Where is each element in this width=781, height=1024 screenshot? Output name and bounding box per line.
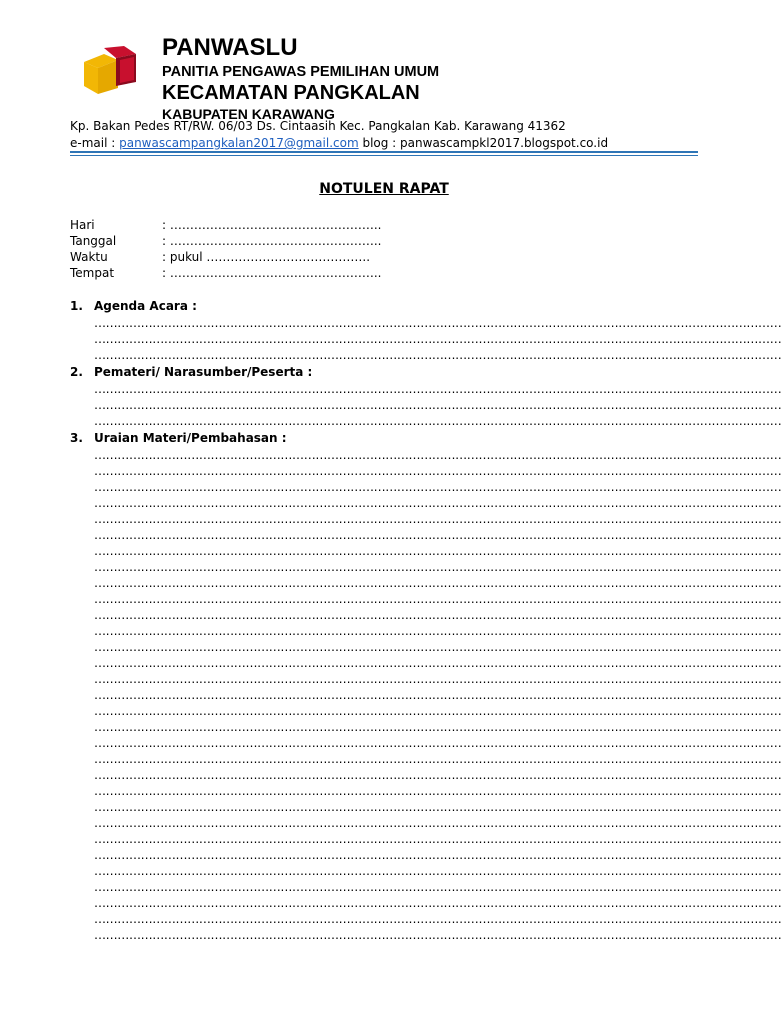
dotted-line: ……………………………………………………………………………………………………………………………………………………………	[94, 624, 781, 638]
section-number: 1.	[70, 299, 83, 313]
field-tempat	[70, 265, 382, 281]
email-label: e-mail :	[70, 136, 120, 150]
dotted-line: ……………………………………………………………………………………………………………………………………………………………	[94, 382, 781, 396]
regency-name: KABUPATEN KARAWANG	[162, 105, 335, 122]
blog-label: blog :	[358, 136, 401, 150]
dotted-line: ……………………………………………………………………………………………………………………………………………………………	[94, 800, 781, 814]
organization-header	[162, 36, 439, 121]
section-number: 2.	[70, 365, 83, 379]
section-heading	[70, 363, 674, 381]
address-line: Kp. Bakan Pedes RT/RW. 06/03 Ds. Cintaasih Kec. Pangkalan Kab. Karawang 41362	[70, 119, 566, 133]
dotted-line: ……………………………………………………………………………………………………………………………………………………………	[94, 880, 781, 894]
field-value: : ……………………………………………..	[162, 234, 382, 248]
field-label: Tempat	[70, 266, 115, 280]
dotted-line: ……………………………………………………………………………………………………………………………………………………………	[94, 784, 781, 798]
dotted-line: ……………………………………………………………………………………………………………………………………………………………	[94, 640, 781, 654]
dotted-line: ……………………………………………………………………………………………………………………………………………………………	[94, 768, 781, 782]
section-heading	[70, 429, 674, 447]
section-heading	[70, 297, 674, 315]
dotted-line: ……………………………………………………………………………………………………………………………………………………………	[94, 528, 781, 542]
dotted-line: ……………………………………………………………………………………………………………………………………………………………	[94, 348, 781, 362]
header-divider-thick	[70, 151, 698, 153]
dotted-line: ……………………………………………………………………………………………………………………………………………………………	[94, 480, 781, 494]
dotted-line: ……………………………………………………………………………………………………………………………………………………………	[94, 832, 781, 846]
dotted-line: ……………………………………………………………………………………………………………………………………………………………	[94, 896, 781, 910]
section-pemateri	[70, 363, 781, 429]
dotted-line: ……………………………………………………………………………………………………………………………………………………………	[94, 912, 781, 926]
dotted-line: ……………………………………………………………………………………………………………………………………………………………	[94, 398, 781, 412]
section-title: Pemateri/ Narasumber/Peserta :	[94, 365, 313, 379]
org-name: PANWASLU	[162, 34, 298, 61]
meeting-details	[70, 217, 382, 281]
minutes-sections	[70, 297, 781, 943]
dotted-line: ……………………………………………………………………………………………………………………………………………………………	[94, 928, 781, 942]
panwaslu-logo-icon	[80, 46, 138, 102]
field-label: Waktu	[70, 250, 108, 264]
dotted-line: ……………………………………………………………………………………………………………………………………………………………	[94, 560, 781, 574]
dotted-line: ……………………………………………………………………………………………………………………………………………………………	[94, 848, 781, 862]
header-divider-thin	[70, 155, 698, 156]
dotted-line: ……………………………………………………………………………………………………………………………………………………………	[94, 512, 781, 526]
field-label: Hari	[70, 218, 95, 232]
dotted-line: ……………………………………………………………………………………………………………………………………………………………	[94, 608, 781, 622]
contact-block	[70, 118, 608, 152]
dotted-line: ……………………………………………………………………………………………………………………………………………………………	[94, 736, 781, 750]
field-tanggal	[70, 233, 382, 249]
section-agenda	[70, 297, 781, 363]
email-link[interactable]: panwascampangkalan2017@gmail.com	[119, 136, 359, 150]
dotted-line: ……………………………………………………………………………………………………………………………………………………………	[94, 332, 781, 346]
field-hari	[70, 217, 382, 233]
dotted-line: ……………………………………………………………………………………………………………………………………………………………	[94, 672, 781, 686]
dotted-line: ……………………………………………………………………………………………………………………………………………………………	[94, 592, 781, 606]
document-title: NOTULEN RAPAT	[319, 181, 449, 197]
dotted-line: ……………………………………………………………………………………………………………………………………………………………	[94, 448, 781, 462]
dotted-line: ……………………………………………………………………………………………………………………………………………………………	[94, 704, 781, 718]
dotted-line: ……………………………………………………………………………………………………………………………………………………………	[94, 576, 781, 590]
org-full-name: PANITIA PENGAWAS PEMILIHAN UMUM	[162, 64, 440, 80]
section-title: Agenda Acara :	[94, 299, 197, 313]
dotted-line: ……………………………………………………………………………………………………………………………………………………………	[94, 688, 781, 702]
field-value: : ……………………………………………..	[162, 266, 382, 280]
section-title: Uraian Materi/Pembahasan :	[94, 431, 287, 445]
dotted-line: ……………………………………………………………………………………………………………………………………………………………	[94, 414, 781, 428]
section-uraian	[70, 429, 781, 943]
dotted-line: ……………………………………………………………………………………………………………………………………………………………	[94, 496, 781, 510]
field-value: : pukul …………………………………..	[162, 250, 371, 264]
field-label: Tanggal	[70, 234, 117, 248]
section-number: 3.	[70, 431, 83, 445]
dotted-line: ……………………………………………………………………………………………………………………………………………………………	[94, 464, 781, 478]
dotted-line: ……………………………………………………………………………………………………………………………………………………………	[94, 816, 781, 830]
dotted-line: ……………………………………………………………………………………………………………………………………………………………	[94, 720, 781, 734]
district-name: KECAMATAN PANGKALAN	[162, 81, 420, 104]
email-line	[70, 135, 608, 152]
dotted-line: ……………………………………………………………………………………………………………………………………………………………	[94, 656, 781, 670]
dotted-line: ……………………………………………………………………………………………………………………………………………………………	[94, 544, 781, 558]
field-value: : ……………………………………………..	[162, 218, 382, 232]
blog-address: panwascampkl2017.blogspot.co.id	[400, 136, 609, 150]
dotted-line: ……………………………………………………………………………………………………………………………………………………………	[94, 316, 781, 330]
field-waktu	[70, 249, 382, 265]
dotted-line: ……………………………………………………………………………………………………………………………………………………………	[94, 752, 781, 766]
dotted-line: ……………………………………………………………………………………………………………………………………………………………	[94, 864, 781, 878]
